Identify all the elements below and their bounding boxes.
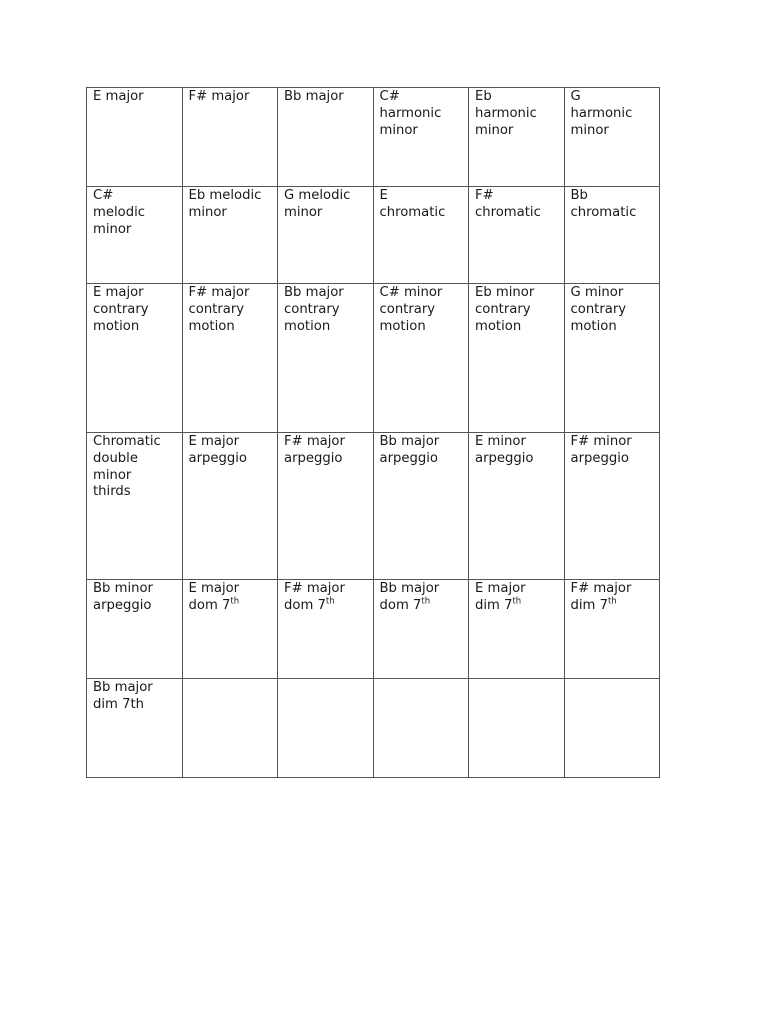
cell-text: E major contrary motion [93, 285, 149, 334]
cell-text [284, 581, 367, 615]
table-cell [469, 284, 565, 433]
table-cell [87, 88, 183, 187]
table-cell [469, 187, 565, 284]
cell-text: C# minor contrary motion [379, 285, 443, 334]
table-cell [182, 679, 278, 778]
cell-text: E major [93, 89, 144, 104]
cell-text [571, 581, 654, 615]
ordinal-superscript: th [230, 596, 240, 607]
table-cell [182, 433, 278, 580]
table-cell [373, 433, 469, 580]
cell-main: F# major dim 7 [570, 581, 632, 613]
cell-text: Bb chromatic [570, 188, 637, 220]
table-cell [469, 580, 565, 679]
cell-text: Bb major [284, 89, 344, 104]
table-cell [373, 679, 469, 778]
table-cell [278, 679, 374, 778]
cell-text [380, 581, 463, 615]
table-cell [373, 88, 469, 187]
table-cell [373, 187, 469, 284]
table-cell [373, 580, 469, 679]
table-cell [278, 580, 374, 679]
cell-text: Bb minor arpeggio [93, 581, 153, 613]
table-cell [278, 187, 374, 284]
cell-text [475, 581, 558, 615]
cell-text: C# melodic minor [93, 188, 145, 237]
cell-text: Eb minor contrary motion [475, 285, 535, 334]
cell-text: Chromatic double minor thirds [93, 434, 161, 500]
table-cell [87, 284, 183, 433]
cell-main: E major dim 7 [475, 581, 526, 613]
table-cell [469, 433, 565, 580]
table-cell [469, 88, 565, 187]
cell-text: G minor contrary motion [570, 285, 627, 334]
cell-text: E minor arpeggio [475, 434, 534, 466]
table-cell [278, 284, 374, 433]
table-cell [564, 284, 660, 433]
ordinal-superscript: th [325, 596, 335, 607]
ordinal-superscript: th [512, 596, 522, 607]
ordinal-superscript: th [607, 596, 617, 607]
table-cell [87, 679, 183, 778]
table-cell [564, 580, 660, 679]
table-row [87, 187, 660, 284]
cell-text: Bb major contrary motion [284, 285, 344, 334]
cell-text: F# chromatic [475, 188, 541, 220]
table-cell [182, 88, 278, 187]
table-cell [278, 88, 374, 187]
cell-text: E chromatic [379, 188, 446, 220]
table-cell [469, 679, 565, 778]
table-cell [182, 187, 278, 284]
cell-text: F# major contrary motion [188, 285, 250, 334]
table-cell [87, 187, 183, 284]
table-cell [373, 284, 469, 433]
scales-table [86, 87, 660, 778]
cell-main: Bb major dom 7 [379, 581, 440, 613]
cell-main: E major dom 7 [188, 581, 240, 613]
table-row [87, 580, 660, 679]
table-row [87, 88, 660, 187]
cell-text: F# major [188, 89, 250, 104]
cell-main: F# major dom 7 [284, 581, 345, 613]
table-row [87, 679, 660, 778]
table-cell [564, 433, 660, 580]
cell-text: Eb harmonic minor [475, 89, 537, 138]
table-cell [182, 580, 278, 679]
cell-text: F# minor arpeggio [570, 434, 632, 466]
table-cell [182, 284, 278, 433]
cell-text: Bb major arpeggio [379, 434, 440, 466]
table-row [87, 433, 660, 580]
cell-text [189, 581, 272, 615]
table-cell [87, 580, 183, 679]
cell-text: G melodic minor [284, 188, 351, 220]
table-cell [278, 433, 374, 580]
table-cell [564, 187, 660, 284]
table-cell [564, 88, 660, 187]
cell-text: Eb melodic minor [188, 188, 262, 220]
table-cell [87, 433, 183, 580]
ordinal-superscript: th [421, 596, 431, 607]
cell-text: G harmonic minor [570, 89, 633, 138]
cell-text: Bb major dim 7th [93, 680, 153, 712]
cell-text: E major arpeggio [188, 434, 247, 466]
cell-text: C# harmonic minor [379, 89, 442, 138]
cell-text: F# major arpeggio [284, 434, 345, 466]
table-row [87, 284, 660, 433]
table-cell [564, 679, 660, 778]
